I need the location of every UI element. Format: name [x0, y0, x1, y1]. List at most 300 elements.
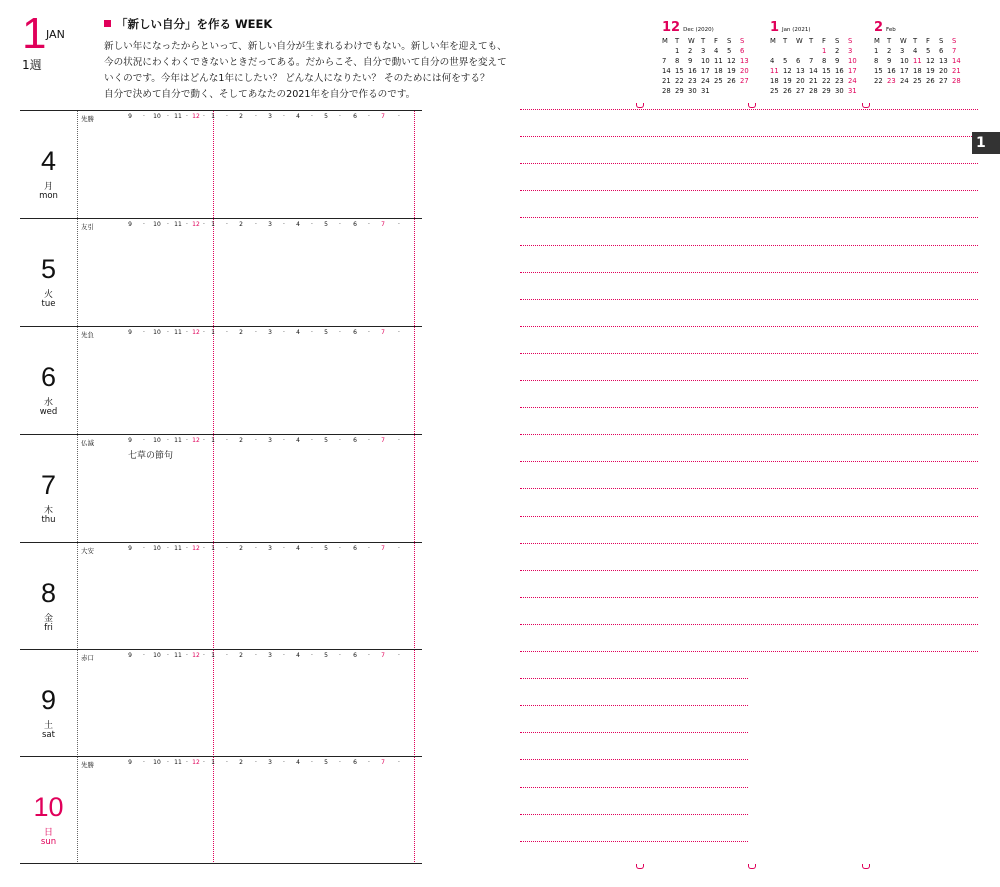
hour-label: 6: [353, 113, 357, 120]
half-hour-dot: ·: [368, 545, 370, 552]
half-hour-dot: ·: [203, 545, 205, 552]
calendar-date: 6: [740, 47, 745, 55]
calendar-date: 7: [952, 47, 957, 55]
hour-label: 12: [192, 759, 200, 766]
half-hour-dot: ·: [311, 759, 313, 766]
half-hour-dot: ·: [186, 437, 188, 444]
calendar-date: 17: [701, 67, 710, 75]
hour-label: 10: [153, 329, 161, 336]
mini-calendar-header: [874, 20, 974, 34]
hour-label: 5: [324, 221, 328, 228]
note-line: [520, 543, 978, 544]
calendar-date: 30: [835, 87, 844, 95]
calendar-date: 19: [783, 77, 792, 85]
hour-label: 4: [296, 652, 300, 659]
hour-label: 11: [174, 759, 182, 766]
hour-label: 6: [353, 652, 357, 659]
half-hour-dot: ·: [143, 113, 145, 120]
calendar-date: 6: [939, 47, 944, 55]
hour-label: 3: [268, 759, 272, 766]
note-line: [520, 434, 978, 435]
calendar-date: 7: [662, 57, 667, 65]
hour-label: 5: [324, 545, 328, 552]
hour-label: 7: [381, 437, 385, 444]
weekday-header: T: [887, 37, 892, 45]
theme-title: [104, 16, 272, 32]
calendar-date: 13: [740, 57, 749, 65]
half-hour-dot: ·: [226, 221, 228, 228]
hour-label: 7: [381, 329, 385, 336]
calendar-date: 28: [662, 87, 671, 95]
calendar-date: 21: [952, 67, 961, 75]
half-hour-dot: ·: [398, 113, 400, 120]
weekday-kanji: 火: [43, 290, 53, 300]
half-hour-dot: ·: [398, 545, 400, 552]
date-column-divider: [77, 327, 78, 434]
calendar-date: 20: [796, 77, 805, 85]
noon-divider: [213, 435, 214, 542]
mini-calendar-12: [662, 20, 762, 96]
day-number: 6: [40, 362, 57, 392]
note-line: [520, 651, 978, 652]
calendar-date: 18: [913, 67, 922, 75]
note-line: [520, 407, 978, 408]
calendar-date: 14: [809, 67, 818, 75]
calendar-date: 2: [835, 47, 840, 55]
calendar-date: 29: [675, 87, 684, 95]
note-line: [520, 759, 748, 760]
half-hour-dot: ·: [339, 652, 341, 659]
half-hour-dot: ·: [398, 329, 400, 336]
calendar-date: [714, 87, 727, 96]
half-hour-dot: ·: [368, 652, 370, 659]
half-hour-dot: ·: [398, 759, 400, 766]
calendar-date: 3: [848, 47, 853, 55]
calendar-date: 15: [675, 67, 684, 75]
calendar-date: 28: [809, 87, 818, 95]
weekday-en: mon: [39, 191, 58, 201]
calendar-date: 22: [675, 77, 684, 85]
weekday-header: T: [701, 37, 706, 45]
hour-label: 10: [153, 652, 161, 659]
date-column-divider: [77, 435, 78, 542]
half-hour-dot: ·: [143, 221, 145, 228]
hour-label: 9: [128, 221, 132, 228]
rokuyo-label: 友引: [81, 223, 94, 231]
hour-label: 2: [239, 113, 243, 120]
half-hour-dot: ·: [339, 221, 341, 228]
half-hour-dot: ·: [283, 113, 285, 120]
calendar-date: 4: [770, 57, 775, 65]
mini-calendar-header: [662, 20, 762, 34]
half-hour-dot: ·: [311, 437, 313, 444]
event-label: 七草の節句: [128, 451, 174, 461]
half-hour-dot: ·: [368, 329, 370, 336]
day-separator: [20, 542, 422, 543]
calendar-date: 22: [822, 77, 831, 85]
note-line: [520, 516, 978, 517]
mini-calendar-header: [770, 20, 870, 34]
half-hour-dot: ·: [283, 759, 285, 766]
half-hour-dot: ·: [203, 113, 205, 120]
half-hour-dot: ·: [143, 759, 145, 766]
theme-line: 自分で決めて自分で動く、そしてあなたの2021年を自分で作るのです。: [104, 89, 416, 100]
calendar-date: 1: [874, 47, 879, 55]
square-bullet-icon: [104, 20, 111, 27]
calendar-date: 20: [740, 67, 749, 75]
note-line: [520, 109, 978, 110]
calendar-date: 14: [952, 57, 961, 65]
hour-label: 12: [192, 113, 200, 120]
weekday-header: S: [727, 37, 732, 45]
half-hour-dot: ·: [203, 759, 205, 766]
column-marker-icon: [862, 864, 870, 869]
calendar-date: 21: [809, 77, 818, 85]
calendar-date: 8: [874, 57, 879, 65]
hour-label: 12: [192, 221, 200, 228]
calendar-date: 17: [848, 67, 857, 75]
day-number: 9: [40, 685, 57, 715]
half-hour-dot: ·: [255, 437, 257, 444]
column-marker-icon: [636, 103, 644, 108]
evening-divider: [414, 111, 415, 218]
day-number: 7: [40, 470, 57, 500]
half-hour-dot: ·: [255, 329, 257, 336]
column-marker-icon: [636, 864, 644, 869]
weekday-header: T: [675, 37, 680, 45]
calendar-date: 15: [822, 67, 831, 75]
day-separator: [20, 110, 422, 111]
date-column-divider: [77, 219, 78, 326]
hour-label: 5: [324, 759, 328, 766]
note-line: [520, 624, 978, 625]
half-hour-dot: ·: [186, 759, 188, 766]
half-hour-dot: ·: [186, 652, 188, 659]
day-row-sat[interactable]: [20, 649, 422, 757]
weekday-header: W: [796, 37, 803, 45]
hour-label: 2: [239, 759, 243, 766]
calendar-date: [796, 47, 809, 56]
note-line: [520, 705, 748, 706]
evening-divider: [414, 219, 415, 326]
mini-calendar-grid: [874, 37, 974, 86]
weekday-kanji: 水: [43, 398, 53, 408]
weekday-header: S: [939, 37, 944, 45]
half-hour-dot: ·: [167, 329, 169, 336]
hour-label: 1: [211, 221, 215, 228]
day-row-sun[interactable]: [20, 756, 422, 864]
half-hour-dot: ·: [167, 437, 169, 444]
hour-label: 4: [296, 545, 300, 552]
date-column-divider: [77, 111, 78, 218]
weekday-header: W: [900, 37, 907, 45]
hour-label: 6: [353, 221, 357, 228]
calendar-date: 11: [714, 57, 723, 65]
calendar-date: 12: [783, 67, 792, 75]
mini-calendar-label: Dec (2020): [683, 27, 714, 33]
note-line: [520, 814, 748, 815]
hour-label: 4: [296, 221, 300, 228]
half-hour-dot: ·: [167, 545, 169, 552]
calendar-date: 1: [822, 47, 827, 55]
calendar-date: 2: [887, 47, 892, 55]
calendar-date: 13: [796, 67, 805, 75]
weekday-header: F: [714, 37, 718, 45]
evening-divider: [414, 435, 415, 542]
calendar-date: 10: [848, 57, 857, 65]
noon-divider: [213, 219, 214, 326]
hour-label: 7: [381, 221, 385, 228]
calendar-date: 27: [796, 87, 805, 95]
weekday-en: fri: [44, 623, 53, 633]
note-line: [520, 570, 978, 571]
day-row-wed[interactable]: [20, 326, 422, 434]
calendar-date: 22: [874, 77, 883, 85]
weekday-header: F: [926, 37, 930, 45]
hour-label: 2: [239, 221, 243, 228]
calendar-date: 19: [727, 67, 736, 75]
note-line: [520, 597, 978, 598]
hour-label: 11: [174, 113, 182, 120]
note-line: [520, 732, 748, 733]
weekday-en: sun: [40, 837, 57, 847]
half-hour-dot: ·: [368, 221, 370, 228]
weekday-kanji: 木: [43, 506, 53, 516]
day-row-mon[interactable]: [20, 110, 422, 218]
half-hour-dot: ·: [255, 545, 257, 552]
hour-label: 4: [296, 437, 300, 444]
calendar-date: 4: [714, 47, 719, 55]
note-line: [520, 461, 978, 462]
half-hour-dot: ·: [311, 329, 313, 336]
mini-calendar-month: 12: [662, 20, 681, 35]
week-label: 1週: [22, 58, 42, 72]
noon-divider: [213, 650, 214, 757]
weekday-en: tue: [41, 299, 56, 309]
half-hour-dot: ·: [255, 652, 257, 659]
hour-label: 5: [324, 113, 328, 120]
theme-body: [104, 39, 507, 103]
note-line: [520, 190, 978, 191]
hour-label: 12: [192, 437, 200, 444]
note-line: [520, 353, 978, 354]
theme-line: 今の状況にわくわくできないときだってある。だからこそ、自分で動いて自分の世界を変えて: [104, 57, 507, 68]
day-row-fri[interactable]: [20, 542, 422, 650]
calendar-date: 10: [900, 57, 909, 65]
half-hour-dot: ·: [339, 113, 341, 120]
rokuyo-label: 先勝: [81, 761, 94, 769]
hour-label: 3: [268, 437, 272, 444]
calendar-date: 1: [675, 47, 680, 55]
half-hour-dot: ·: [283, 329, 285, 336]
hour-label: 9: [128, 545, 132, 552]
evening-divider: [414, 757, 415, 864]
evening-divider: [414, 650, 415, 757]
day-row-tue[interactable]: [20, 218, 422, 326]
calendar-date: 23: [887, 77, 896, 85]
hour-label: 10: [153, 113, 161, 120]
calendar-date: 5: [926, 47, 931, 55]
calendar-date: 31: [701, 87, 710, 95]
hour-label: 5: [324, 437, 328, 444]
calendar-date: [740, 87, 753, 96]
hour-label: 2: [239, 329, 243, 336]
hour-label: 9: [128, 437, 132, 444]
hour-label: 11: [174, 329, 182, 336]
weekday-header: M: [662, 37, 668, 45]
theme-line: いくのです。今年はどんな1年にしたい？ どんな人になりたい？ そのためには何をする？: [104, 73, 490, 84]
hour-label: 10: [153, 437, 161, 444]
hour-label: 10: [153, 221, 161, 228]
hour-label: 4: [296, 759, 300, 766]
hour-label: 1: [211, 759, 215, 766]
calendar-date: 9: [887, 57, 892, 65]
calendar-date: 9: [688, 57, 693, 65]
rokuyo-label: 仏滅: [81, 439, 94, 447]
calendar-date: 8: [675, 57, 680, 65]
day-separator: [20, 649, 422, 650]
note-line: [520, 841, 748, 842]
hour-label: 12: [192, 545, 200, 552]
mini-calendar-1: [770, 20, 870, 96]
rokuyo-label: 先勝: [81, 115, 94, 123]
calendar-date: 23: [688, 77, 697, 85]
date-column-divider: [77, 543, 78, 650]
hour-label: 3: [268, 113, 272, 120]
evening-divider: [414, 327, 415, 434]
hour-label: 11: [174, 221, 182, 228]
hour-label: 1: [211, 545, 215, 552]
day-separator: [20, 218, 422, 219]
day-separator: [20, 756, 422, 757]
noon-divider: [213, 757, 214, 864]
hour-label: 10: [153, 545, 161, 552]
calendar-date: 24: [900, 77, 909, 85]
hour-label: 1: [211, 437, 215, 444]
hour-label: 3: [268, 652, 272, 659]
half-hour-dot: ·: [368, 437, 370, 444]
half-hour-dot: ·: [226, 759, 228, 766]
mini-calendar-label: Jan (2021): [782, 27, 811, 33]
calendar-date: 29: [822, 87, 831, 95]
calendar-date: 31: [848, 87, 857, 95]
date-column-divider: [77, 650, 78, 757]
half-hour-dot: ·: [339, 759, 341, 766]
calendar-date: 12: [727, 57, 736, 65]
calendar-date: [727, 87, 740, 96]
note-line: [520, 488, 978, 489]
half-hour-dot: ·: [226, 113, 228, 120]
day-separator: [20, 326, 422, 327]
half-hour-dot: ·: [203, 329, 205, 336]
half-hour-dot: ·: [186, 113, 188, 120]
weekday-kanji: 日: [43, 828, 53, 838]
half-hour-dot: ·: [339, 437, 341, 444]
weekday-header: S: [835, 37, 840, 45]
calendar-date: 3: [701, 47, 706, 55]
hour-label: 12: [192, 652, 200, 659]
calendar-date: 26: [783, 87, 792, 95]
calendar-date: [809, 47, 822, 56]
weekday-kanji: 土: [43, 721, 53, 731]
half-hour-dot: ·: [339, 545, 341, 552]
half-hour-dot: ·: [203, 652, 205, 659]
hour-label: 4: [296, 329, 300, 336]
calendar-date: 26: [926, 77, 935, 85]
calendar-date: 5: [783, 57, 788, 65]
day-number: 10: [33, 792, 64, 822]
hour-label: 5: [324, 652, 328, 659]
calendar-date: 17: [900, 67, 909, 75]
weekday-en: sat: [42, 730, 55, 740]
calendar-date: 6: [796, 57, 801, 65]
note-line: [520, 326, 978, 327]
day-number: 8: [40, 578, 57, 608]
mini-calendar-grid: [770, 37, 870, 96]
calendar-date: 9: [835, 57, 840, 65]
rokuyo-label: 先負: [81, 331, 94, 339]
day-number: 4: [40, 146, 57, 176]
half-hour-dot: ·: [255, 221, 257, 228]
calendar-date: 13: [939, 57, 948, 65]
half-hour-dot: ·: [167, 759, 169, 766]
hour-label: 11: [174, 652, 182, 659]
hour-label: 9: [128, 329, 132, 336]
hour-label: 3: [268, 545, 272, 552]
calendar-date: 12: [926, 57, 935, 65]
hour-label: 9: [128, 113, 132, 120]
calendar-date: 14: [662, 67, 671, 75]
note-line: [520, 299, 978, 300]
hour-label: 1: [211, 113, 215, 120]
half-hour-dot: ·: [186, 545, 188, 552]
calendar-date: 30: [688, 87, 697, 95]
calendar-date: 21: [662, 77, 671, 85]
rokuyo-label: 赤口: [81, 654, 94, 662]
note-line: [520, 380, 978, 381]
calendar-date: 25: [913, 77, 922, 85]
calendar-date: [770, 47, 783, 56]
hour-label: 7: [381, 545, 385, 552]
half-hour-dot: ·: [311, 652, 313, 659]
half-hour-dot: ·: [186, 329, 188, 336]
weekday-header: S: [848, 37, 853, 45]
note-line: [520, 678, 748, 679]
calendar-date: 23: [835, 77, 844, 85]
mini-calendar-month: 2: [874, 20, 884, 35]
month-number: 1: [22, 9, 47, 58]
half-hour-dot: ·: [311, 221, 313, 228]
weekday-header: T: [809, 37, 814, 45]
day-row-thu[interactable]: [20, 434, 422, 542]
half-hour-dot: ·: [398, 221, 400, 228]
weekday-header: M: [770, 37, 776, 45]
theme-title-text: 「新しい自分」を作る WEEK: [116, 17, 273, 31]
month-index-tab[interactable]: 1: [972, 132, 1000, 154]
half-hour-dot: ·: [167, 652, 169, 659]
weekday-header: F: [822, 37, 826, 45]
calendar-date: [662, 47, 675, 56]
calendar-date: 7: [809, 57, 814, 65]
half-hour-dot: ·: [283, 437, 285, 444]
half-hour-dot: ·: [226, 545, 228, 552]
column-marker-icon: [748, 103, 756, 108]
weekday-kanji: 月: [43, 182, 53, 192]
calendar-date: 25: [714, 77, 723, 85]
hour-label: 2: [239, 652, 243, 659]
weekday-header: W: [688, 37, 695, 45]
calendar-date: 3: [900, 47, 905, 55]
